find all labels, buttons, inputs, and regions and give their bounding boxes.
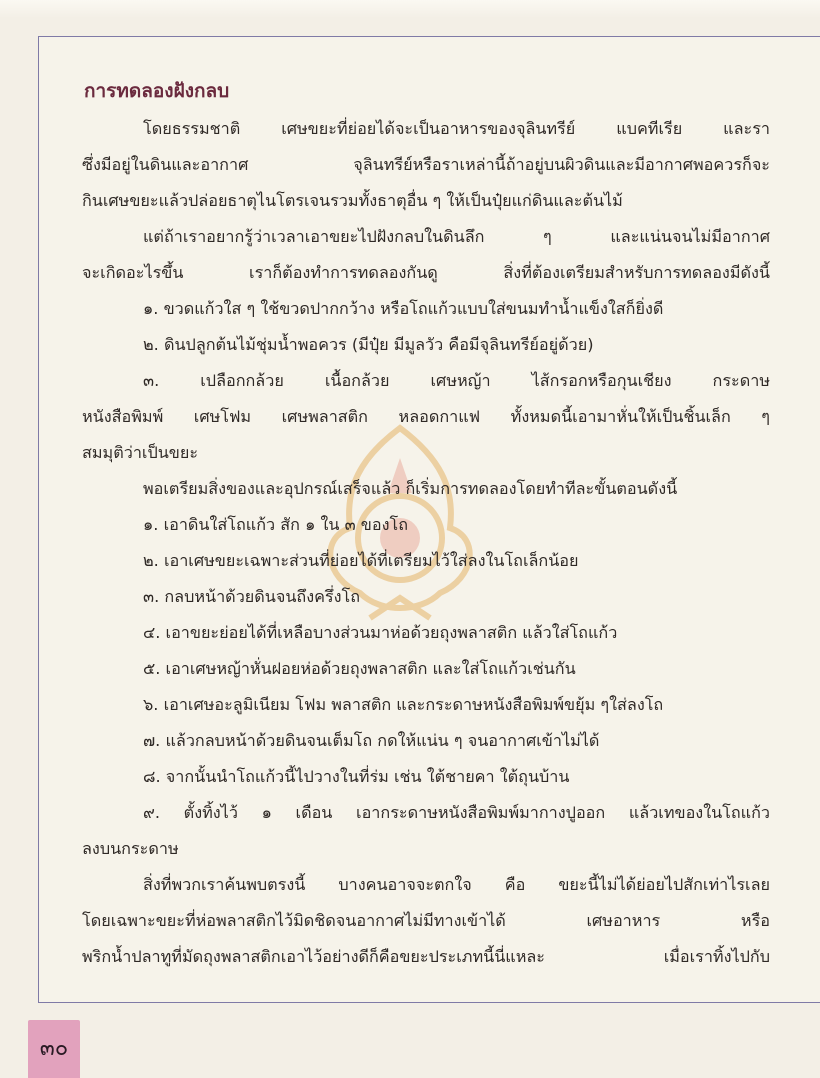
result-line-3: พริกน้ำปลาทูที่มัดถุงพลาสติกเอาไว้อย่างดีก็คือขยะประเภทนี้นี่แหละ เมื่อเราทิ้งไปกับ [82, 947, 770, 966]
step-item-4: ๔. เอาขยะย่อยได้ที่เหลือบางส่วนมาห่อด้วยถุงพลาสติก แล้วใส่โถแก้ว [143, 623, 618, 642]
result-line-2: โดยเฉพาะขยะที่ห่อพลาสติกไว้มิดชิดจนอากาศไม่มีทางเข้าได้ เศษอาหาร หรือ [82, 911, 770, 930]
step-item-3: ๓. กลบหน้าด้วยดินจนถึงครึ่งโถ [143, 587, 361, 606]
step-item-6: ๖. เอาเศษอะลูมิเนียม โฟม พลาสติก และกระดาษหนังสือพิมพ์ขยุ้ม ๆใส่ลงโถ [143, 695, 664, 714]
page-heading: การทดลองฝังกลบ [84, 80, 230, 102]
step-item-1: ๑. เอาดินใส่โถแก้ว สัก ๑ ใน ๓ ของโถ [143, 515, 408, 534]
intro-line-2: ซึ่งมีอยู่ในดินและอากาศ จุลินทรีย์หรือราเหล่านี้ถ้าอยู่บนผิวดินและมีอากาศพอควรก็จะ [82, 155, 770, 174]
step-item-9: ๙. ตั้งทิ้งไว้ ๑ เดือน เอากระดาษหนังสือพิมพ์มากางปูออก แล้วเทของในโถแก้ว [143, 803, 770, 822]
step-item-7: ๗. แล้วกลบหน้าด้วยดินจนเต็มโถ กดให้แน่น ๆ จนอากาศเข้าไม่ได้ [143, 731, 600, 750]
page-number-tab [28, 1020, 80, 1078]
material-item-3-cont-2: สมมุติว่าเป็นขยะ [82, 443, 199, 462]
step-item-8: ๘. จากนั้นนำโถแก้วนี้ไปวางในที่ร่ม เช่น ใต้ชายคา ใต้ถุนบ้าน [143, 767, 570, 786]
intro-line-1: โดยธรรมชาติ เศษขยะที่ย่อยได้จะเป็นอาหารของจุลินทรีย์ แบคทีเรีย และรา [143, 119, 770, 138]
question-line-2: จะเกิดอะไรขึ้น เราก็ต้องทำการทดลองกันดู สิ่งที่ต้องเตรียมสำหรับการทดลองมีดังนี้ [82, 263, 770, 282]
result-line-1: สิ่งที่พวกเราค้นพบตรงนี้ บางคนอาจจะตกใจ คือ ขยะนี้ไม่ได้ย่อยไปสักเท่าไรเลย [143, 875, 770, 894]
material-item-3: ๓. เปลือกกล้วย เนื้อกล้วย เศษหญ้า ไส้กรอกหรือกุนเชียง กระดาษ [143, 371, 770, 390]
page-top-edge [0, 0, 820, 18]
steps-intro: พอเตรียมสิ่งของและอุปกรณ์เสร็จแล้ว ก็เริ่มการทดลองโดยทำทีละขั้นตอนดังนี้ [143, 479, 678, 498]
step-item-2: ๒. เอาเศษขยะเฉพาะส่วนที่ย่อยได้ที่เตรียมไว้ใส่ลงในโถเล็กน้อย [143, 551, 579, 570]
material-item-1: ๑. ขวดแก้วใส ๆ ใช้ขวดปากกว้าง หรือโถแก้วแบบใส่ขนมทำน้ำแข็งใสก็ยิ่งดี [143, 299, 664, 318]
question-line-1: แต่ถ้าเราอยากรู้ว่าเวลาเอาขยะไปฝังกลบในดินลึก ๆ และแน่นจนไม่มีอากาศ [143, 227, 770, 246]
step-item-9-cont: ลงบนกระดาษ [82, 839, 179, 858]
step-item-5: ๕. เอาเศษหญ้าหั่นฝอยห่อด้วยถุงพลาสติก และใส่โถแก้วเช่นกัน [143, 659, 576, 678]
page-number: ๓๐ [39, 1036, 69, 1061]
material-item-3-cont-1: หนังสือพิมพ์ เศษโฟม เศษพลาสติก หลอดกาแฟ ทั้งหมดนี้เอามาหั่นให้เป็นชิ้นเล็ก ๆ [82, 407, 770, 426]
material-item-2: ๒. ดินปลูกต้นไม้ชุ่มน้ำพอควร (มีปุ๋ย มีมูลวัว คือมีจุลินทรีย์อยู่ด้วย) [143, 335, 594, 354]
intro-line-3: กินเศษขยะแล้วปล่อยธาตุไนโตรเจนรวมทั้งธาตุอื่น ๆ ให้เป็นปุ๋ยแก่ดินและต้นไม้ [82, 191, 623, 210]
